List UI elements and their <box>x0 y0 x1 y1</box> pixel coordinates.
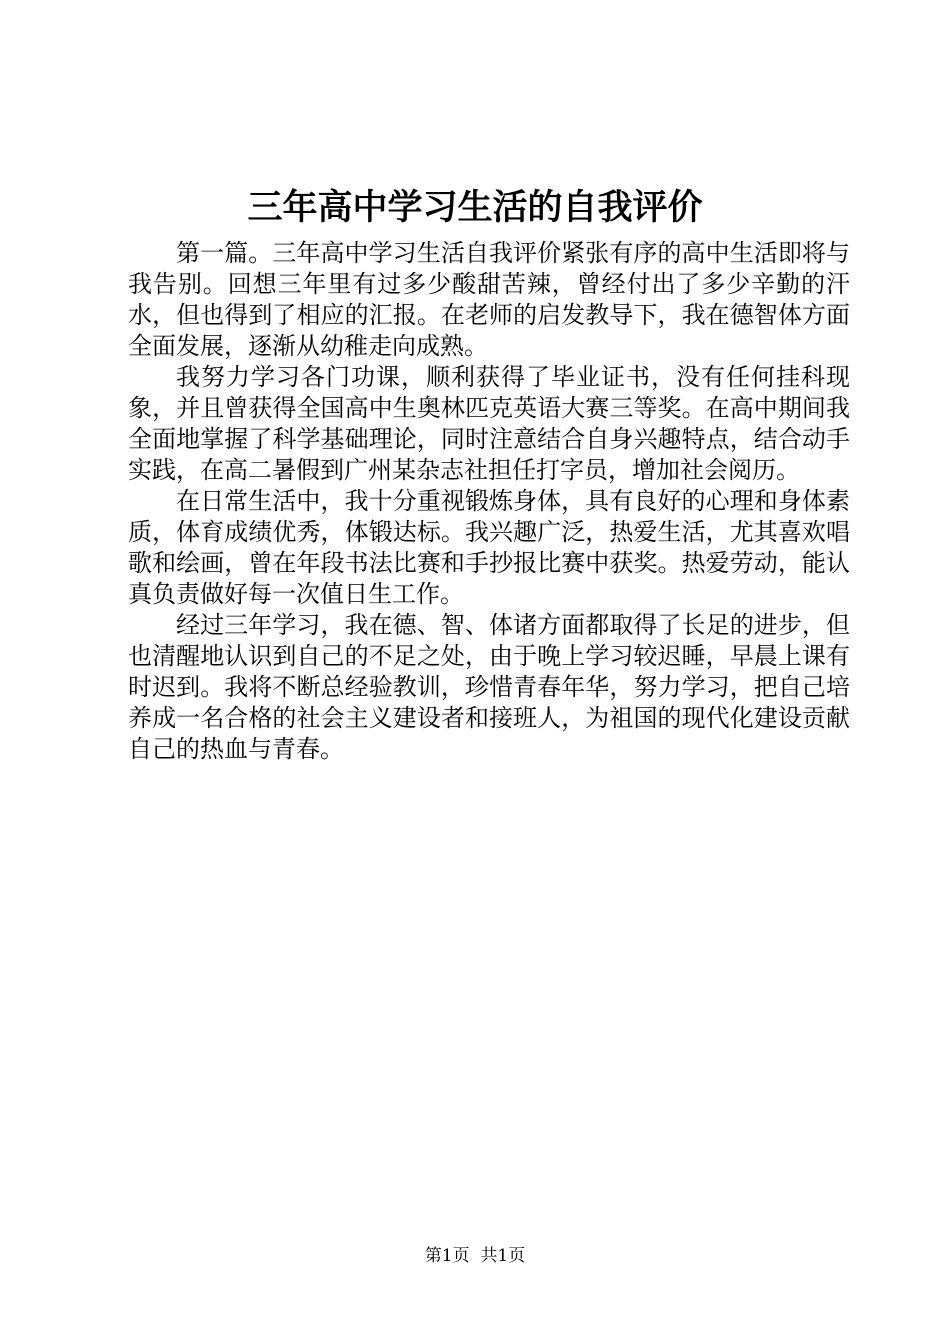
paragraph-4: 经过三年学习，我在德、智、体诸方面都取得了长足的进步，但也清醒地认识到自己的不足之处，由于晚上学习较迟睡，早晨上课有时迟到。我将不断总经验教训，珍惜青春年华，努力学习，把自己培养成一名合格的社会主义建设者和接班人，为祖国的现代化建设贡献自己的热血与青春。 <box>128 611 850 763</box>
page-total: 共1页 <box>480 1246 526 1266</box>
document-title: 三年高中学习生活的自我评价 <box>247 187 703 228</box>
footer-separator <box>470 1246 481 1266</box>
page-footer <box>0 1244 950 1268</box>
document-body <box>128 238 850 765</box>
paragraph-3: 在日常生活中，我十分重视锻炼身体，具有良好的心理和身体素质，体育成绩优秀，体锻达标。我兴趣广泛，热爱生活，尤其喜欢唱歌和绘画，曾在年段书法比赛和手抄报比赛中获奖。热爱劳动，能认真负责做好每一次值日生工作。 <box>128 487 850 608</box>
paragraph-2: 我努力学习各门功课，顺利获得了毕业证书，没有任何挂科现象，并且曾获得全国高中生奥林匹克英语大赛三等奖。在高中期间我全面地掌握了科学基础理论，同时注意结合自身兴趣特点，结合动手实践，在高二暑假到广州某杂志社担任打字员，增加社会阅历。 <box>128 363 850 484</box>
paragraph-1: 第一篇。三年高中学习生活自我评价紧张有序的高中生活即将与我告别。回想三年里有过多少酸甜苦辣，曾经付出了多少辛勤的汗水，但也得到了相应的汇报。在老师的启发教导下，我在德智体方面全面发展，逐渐从幼稚走向成熟。 <box>128 239 850 360</box>
page-number: 第1页 <box>424 1246 470 1266</box>
